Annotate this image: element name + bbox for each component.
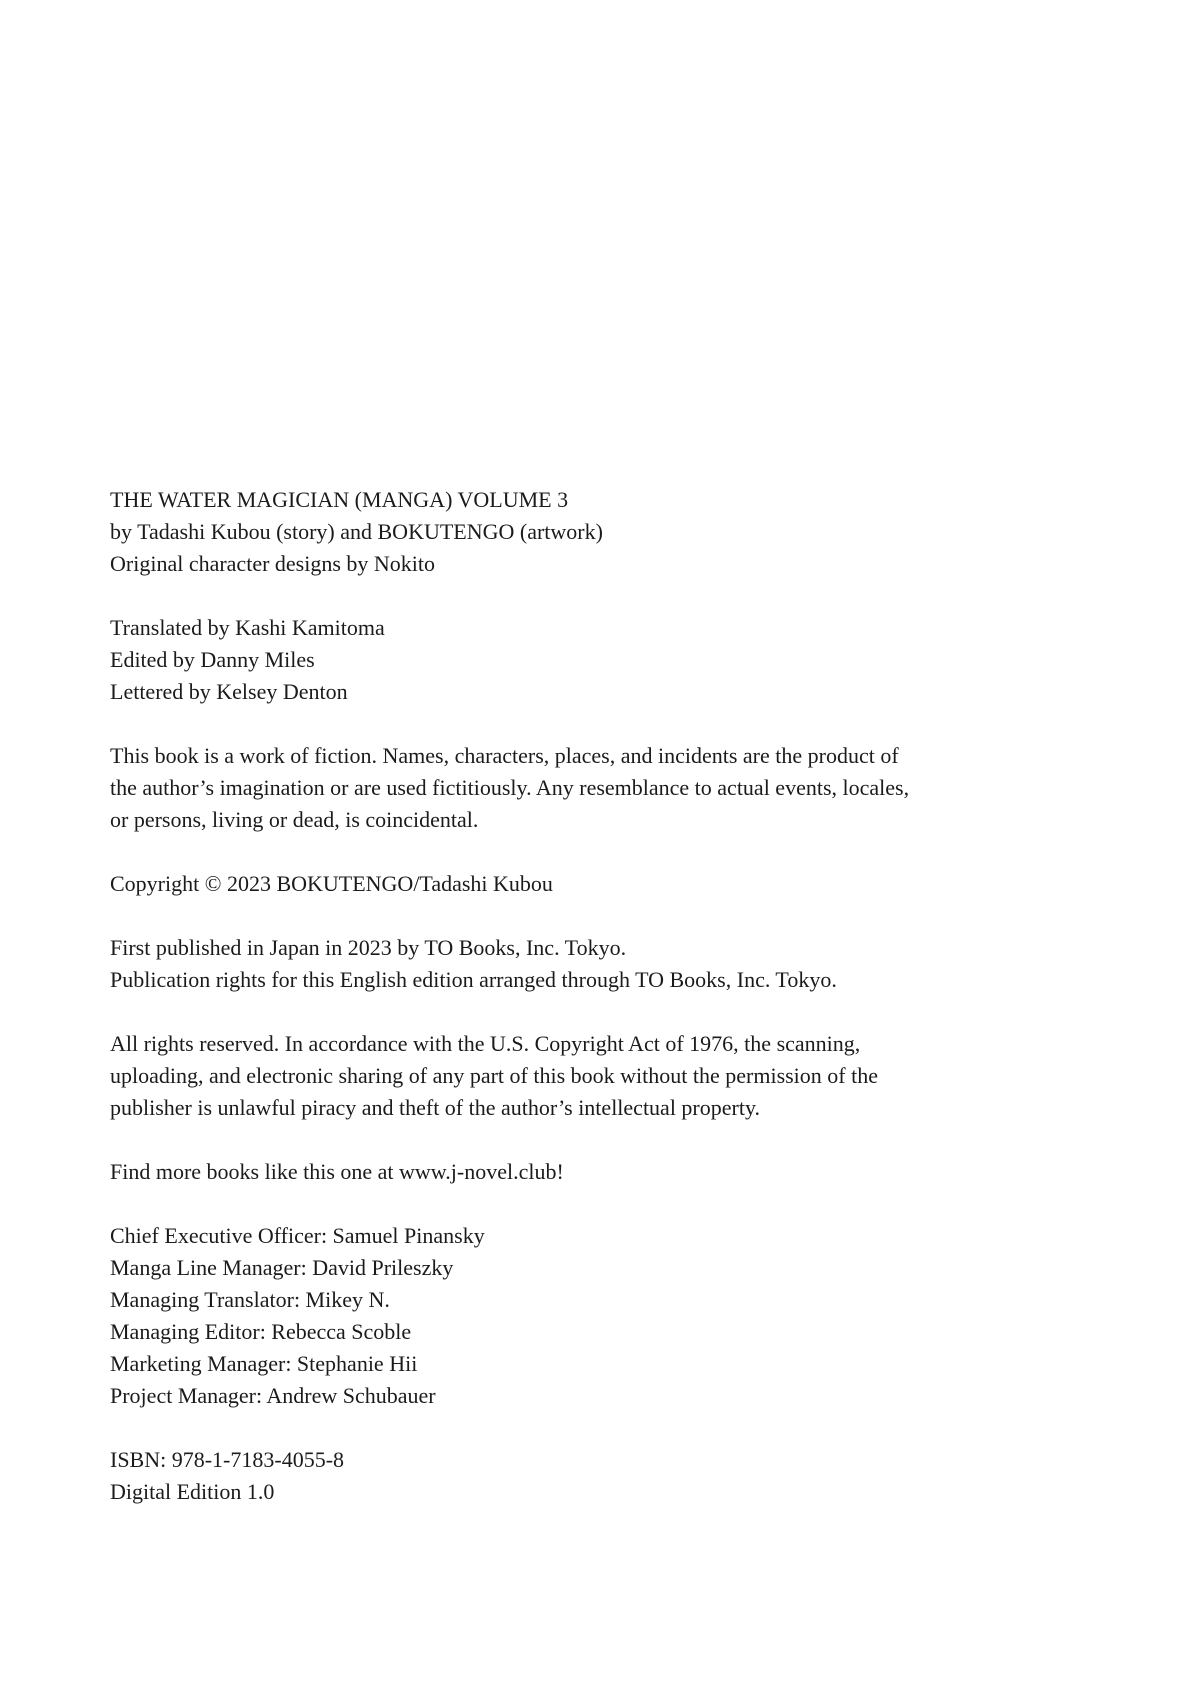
fiction-disclaimer-line-2: the author’s imagination or are used fictitiously. Any resemblance to actual events, locales, — [110, 775, 910, 800]
rights-notice-line-3: publisher is unlawful piracy and theft of the author’s intellectual property. — [110, 1095, 761, 1120]
letterer-credit: Lettered by Kelsey Denton — [110, 679, 348, 704]
fiction-disclaimer-line-1: This book is a work of fiction. Names, characters, places, and incidents are the product of — [110, 743, 899, 768]
book-title: THE WATER MAGICIAN (MANGA) VOLUME 3 — [110, 487, 569, 512]
staff-block — [110, 612, 1104, 708]
credit-project-manager: Project Manager: Andrew Schubauer — [110, 1383, 436, 1408]
credits-block — [110, 1220, 1104, 1412]
fiction-disclaimer — [110, 740, 1104, 836]
credit-ceo: Chief Executive Officer: Samuel Pinansky — [110, 1223, 485, 1248]
rights-notice — [110, 1028, 1104, 1124]
digital-edition-line: Digital Edition 1.0 — [110, 1479, 275, 1504]
find-more-text: Find more books like this one at www.j-novel.club! — [110, 1159, 564, 1184]
edition-block — [110, 1444, 1104, 1508]
credit-managing-editor: Managing Editor: Rebecca Scoble — [110, 1319, 412, 1344]
isbn-line: ISBN: 978-1-7183-4055-8 — [110, 1447, 345, 1472]
byline: by Tadashi Kubou (story) and BOKUTENGO (artwork) — [110, 519, 603, 544]
credit-manga-line-manager: Manga Line Manager: David Prileszky — [110, 1255, 454, 1280]
translator-credit: Translated by Kashi Kamitoma — [110, 615, 385, 640]
credit-managing-translator: Managing Translator: Mikey N. — [110, 1287, 390, 1312]
editor-credit: Edited by Danny Miles — [110, 647, 315, 672]
title-block — [110, 484, 1104, 580]
character-designs-credit: Original character designs by Nokito — [110, 551, 436, 576]
copyright-notice: Copyright © 2023 BOKUTENGO/Tadashi Kubou — [110, 871, 553, 896]
publication-block — [110, 932, 1104, 996]
rights-notice-line-2: uploading, and electronic sharing of any part of this book without the permission of the — [110, 1063, 879, 1088]
fiction-disclaimer-line-3: or persons, living or dead, is coincidental. — [110, 807, 479, 832]
credit-marketing-manager: Marketing Manager: Stephanie Hii — [110, 1351, 418, 1376]
copyright-block — [110, 868, 1104, 900]
rights-notice-line-1: All rights reserved. In accordance with the U.S. Copyright Act of 1976, the scanning, — [110, 1031, 861, 1056]
publication-rights-line: Publication rights for this English edition arranged through TO Books, Inc. Tokyo. — [110, 967, 837, 992]
first-published-line: First published in Japan in 2023 by TO Books, Inc. Tokyo. — [110, 935, 627, 960]
find-more-block — [110, 1156, 1104, 1188]
